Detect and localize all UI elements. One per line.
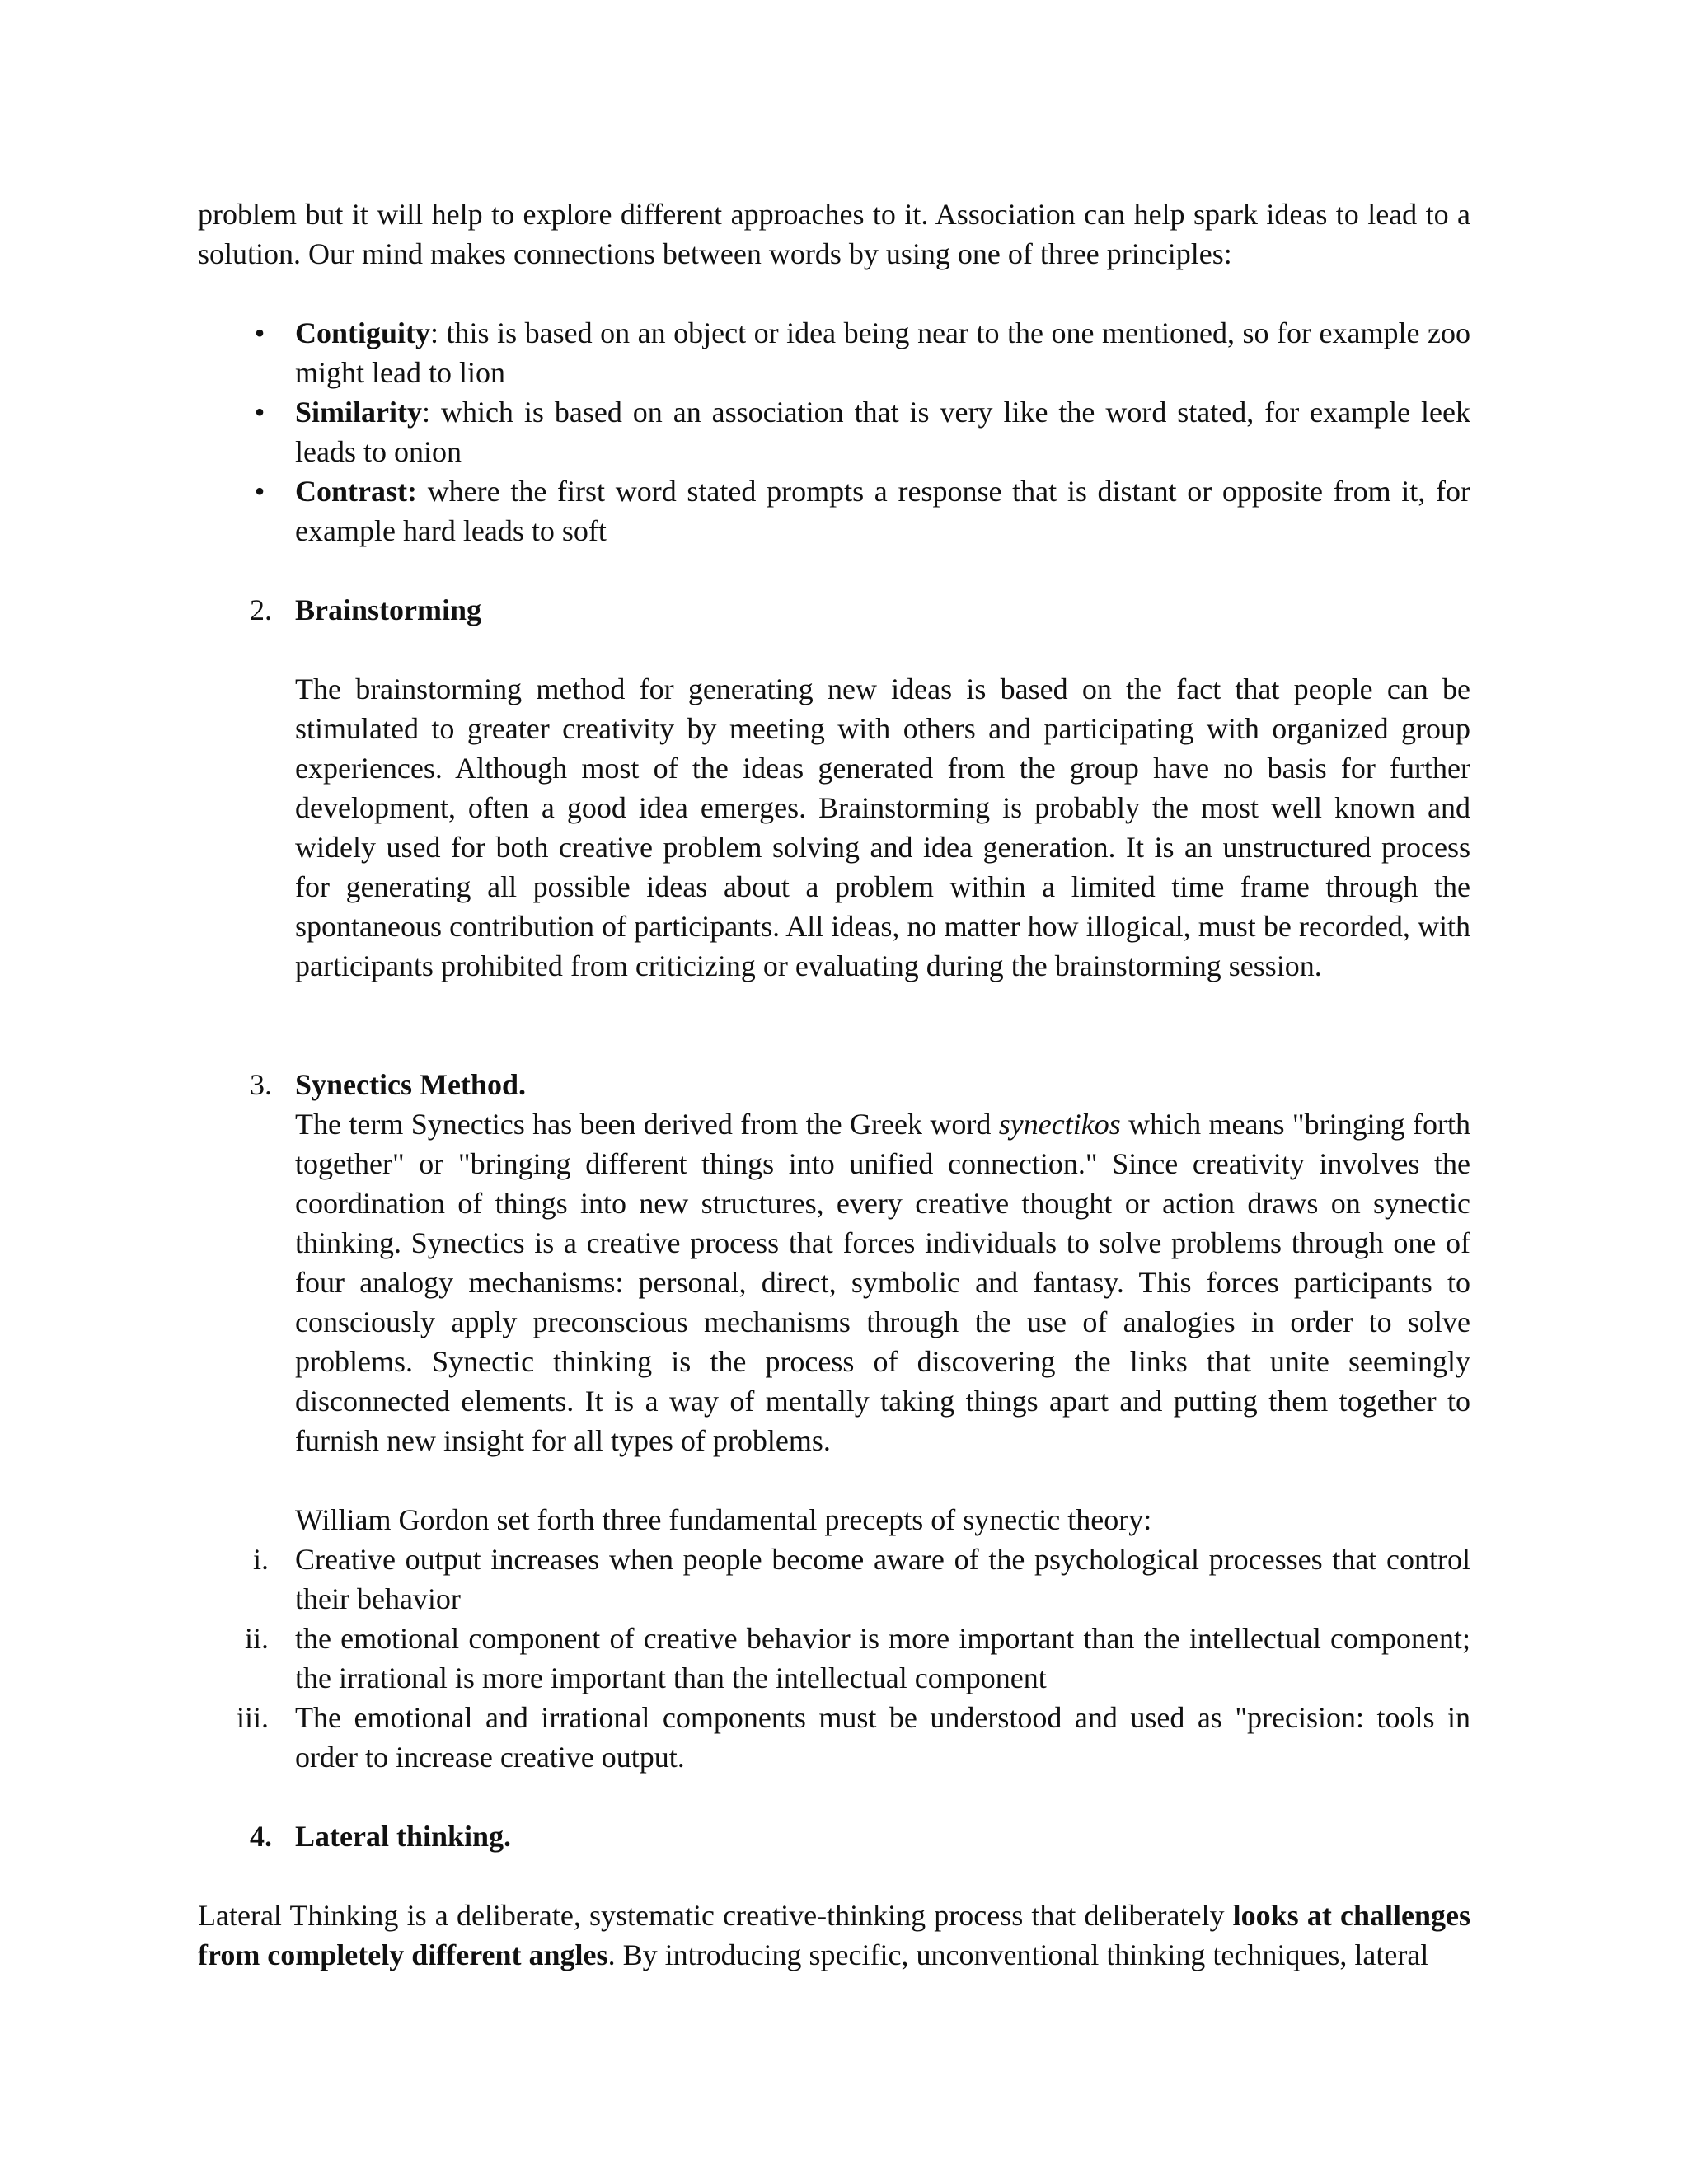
- precepts-intro: William Gordon set forth three fundamental precepts of synectic theory:: [295, 1503, 1152, 1536]
- bullet-icon: •: [254, 475, 265, 508]
- lateral-text-part2: . By introducing specific, unconventional thinking techniques, lateral: [607, 1938, 1429, 1971]
- bullet-icon: •: [254, 396, 265, 429]
- section-number: 3.: [250, 1068, 272, 1101]
- section-number: 4.: [250, 1820, 272, 1853]
- synectics-text-part2: which means "bringing forth together" or "bringing different things into unified connection." Since creativity involves the coordination of things into new structures, every creative thought or action draws on synectic thinking. Synectics is a creative process that forces individuals to solve problems through one of four analogy mechanisms: personal, direct, symbolic and fantasy. This forces participants to consciously apply preconscious mechanisms through the use of analogies in order to solve problems. Synectic thinking is the process of discovering the links that unite seemingly disconnected elements. It is a way of mentally taking things apart and putting them together to furnish new insight for all types of problems.: [295, 1108, 1470, 1457]
- list-item: [198, 1540, 1470, 1619]
- precepts-list: [198, 1540, 1470, 1777]
- roman-numeral: i.: [252, 1543, 269, 1576]
- list-item: [198, 392, 1470, 471]
- list-item: [198, 471, 1470, 551]
- principle-text: : which is based on an association that is very like the word stated, for example leek leads to onion: [295, 396, 1470, 468]
- intro-paragraph: problem but it will help to explore different approaches to it. Association can help spark ideas to lead to a solution. Our mind makes connections between words by using one of three principles:: [198, 198, 1470, 270]
- section-lateral-thinking: [198, 1816, 1470, 1856]
- synectics-greek-term: synectikos: [998, 1108, 1121, 1141]
- precept-text: Creative output increases when people become aware of the psychological processes that control their behavior: [295, 1543, 1470, 1615]
- precept-text: the emotional component of creative behavior is more important than the intellectual component; the irrational is more important than the intellectual component: [295, 1622, 1470, 1694]
- principle-term: Contrast:: [295, 475, 417, 508]
- list-item: [198, 1619, 1470, 1698]
- section-synectics: [198, 1065, 1470, 1104]
- list-item: [198, 313, 1470, 392]
- brainstorming-paragraph: The brainstorming method for generating new ideas is based on the fact that people can be stimulated to greater creativity by meeting with others and participating with organized group experiences. Although most of the ideas generated from the group have no basis for further development, often a good idea emerges. Brainstorming is probably the most well known and widely used for both creative problem solving and idea generation. It is an unstructured process for generating all possible ideas about a problem within a limited time frame through the spontaneous contribution of participants. All ideas, no matter how illogical, must be recorded, with participants prohibited from criticizing or evaluating during the brainstorming session.: [295, 673, 1470, 982]
- lateral-text-part1: Lateral Thinking is a deliberate, systematic creative-thinking process that deliberately: [198, 1899, 1233, 1932]
- principle-text: where the first word stated prompts a response that is distant or opposite from it, for example hard leads to soft: [295, 475, 1470, 547]
- section-brainstorming: [198, 590, 1470, 630]
- principle-term: Similarity: [295, 396, 422, 429]
- lateral-paragraph: [198, 1896, 1470, 1975]
- precept-text: The emotional and irrational components must be understood and used as "precision: tools in order to increase creative output.: [295, 1701, 1470, 1774]
- section-heading: Brainstorming: [295, 593, 482, 626]
- principle-term: Contiguity: [295, 316, 431, 349]
- bullet-icon: •: [254, 316, 265, 349]
- lateral-emphasis: looks at challenges from completely different angles: [198, 1899, 1471, 1971]
- section-heading: Lateral thinking.: [295, 1820, 512, 1853]
- principles-list: [198, 313, 1470, 551]
- list-item: [198, 1698, 1470, 1777]
- roman-numeral: iii.: [236, 1701, 269, 1734]
- synectics-text-part1: The term Synectics has been derived from the Greek word: [295, 1108, 999, 1141]
- principle-text: : this is based on an object or idea being near to the one mentioned, so for example zoo might lead to lion: [295, 316, 1470, 389]
- section-number: 2.: [250, 593, 272, 626]
- section-heading: Synectics Method.: [295, 1068, 526, 1101]
- roman-numeral: ii.: [244, 1622, 269, 1655]
- synectics-paragraph: [198, 1104, 1470, 1460]
- document-page: [198, 194, 1470, 1975]
